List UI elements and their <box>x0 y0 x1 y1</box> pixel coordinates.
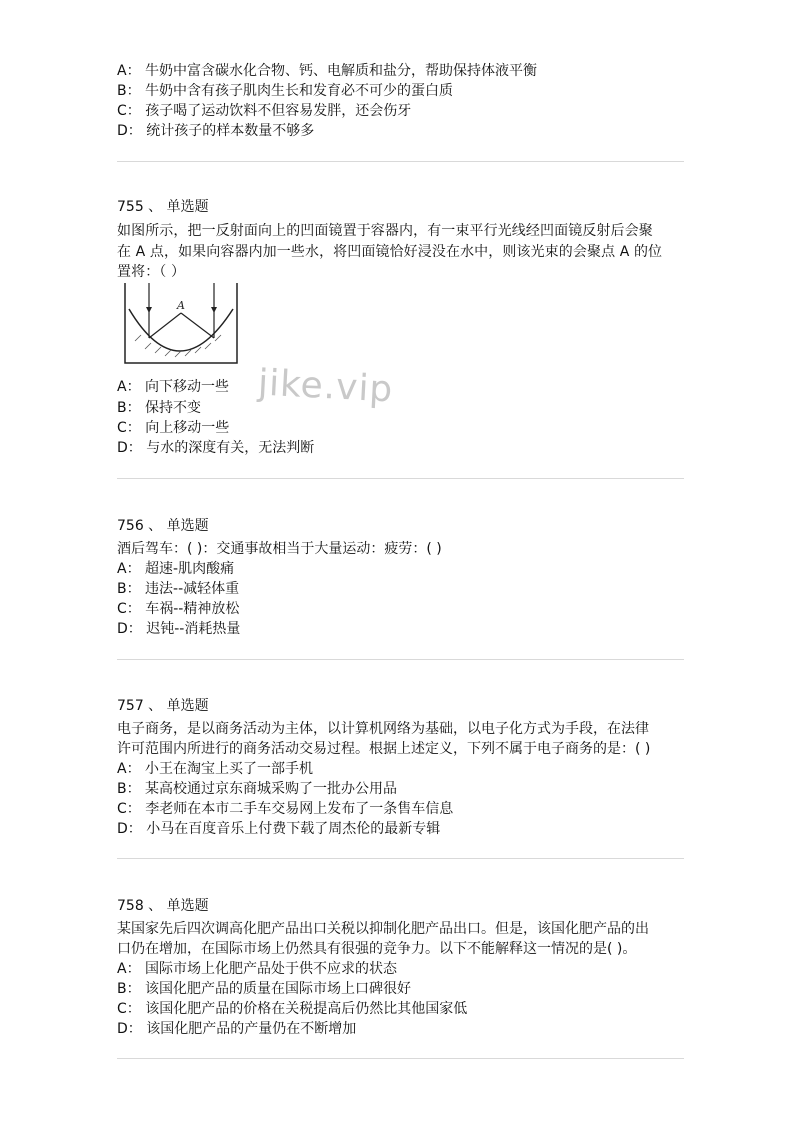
q755-stem-line: 在 A 点，如果向容器内加一些水，将凹面镜恰好浸没在水中，则该光束的会聚点 A 的位 <box>117 244 663 260</box>
q755-option-a: A： 向下移动一些 <box>117 379 230 395</box>
q756-header: 756 、 单选题 <box>117 518 209 534</box>
separator <box>117 1058 684 1059</box>
q758-option-c: C： 该国化肥产品的价格在关税提高后仍然比其他国家低 <box>117 1001 468 1017</box>
q757-stem-line: 电子商务，是以商务活动为主体，以计算机网络为基础，以电子化方式为手段，在法律 <box>117 721 649 737</box>
separator <box>117 659 684 660</box>
q758-option-b: B： 该国化肥产品的质量在国际市场上口碑很好 <box>117 981 412 997</box>
q757-header: 757 、 单选题 <box>117 698 209 714</box>
q755-stem-line: 如图所示，把一反射面向上的凹面镜置于容器内，有一束平行光线经凹面镜反射后会聚 <box>117 223 653 239</box>
q755-stem-line: 置将：（ ） <box>117 264 186 280</box>
separator <box>117 161 684 162</box>
watermark: jike.vip <box>257 362 395 411</box>
q757-option-c: C： 李老师在本市二手车交易网上发布了一条售车信息 <box>117 801 454 817</box>
separator <box>117 858 684 859</box>
focus-point-label: A <box>177 299 185 312</box>
q756-option-b: B： 违法--减轻体重 <box>117 581 240 597</box>
q754-option-a: A： 牛奶中富含碳水化合物、钙、电解质和盐分，帮助保持体液平衡 <box>117 63 538 79</box>
q755-option-d: D： 与水的深度有关，无法判断 <box>117 440 315 456</box>
q754-option-c: C： 孩子喝了运动饮料不但容易发胖，还会伤牙 <box>117 103 412 119</box>
q757-option-d: D： 小马在百度音乐上付费下载了周杰伦的最新专辑 <box>117 821 441 837</box>
q756-stem-line: 酒后驾车：( )：交通事故相当于大量运动：疲劳：( ) <box>117 541 442 557</box>
concave-mirror-figure <box>119 283 243 369</box>
q758-option-d: D： 该国化肥产品的产量仍在不断增加 <box>117 1021 357 1037</box>
q757-option-a: A： 小王在淘宝上买了一部手机 <box>117 761 314 777</box>
q755-option-b: B： 保持不变 <box>117 400 202 416</box>
q755-header: 755 、 单选题 <box>117 199 209 215</box>
q756-option-c: C： 车祸--精神放松 <box>117 601 240 617</box>
q757-stem-line: 许可范围内所进行的商务活动交易过程。根据上述定义，下列不属于电子商务的是：( ) <box>117 741 651 757</box>
q754-option-d: D： 统计孩子的样本数量不够多 <box>117 123 315 139</box>
separator <box>117 478 684 479</box>
q758-option-a: A： 国际市场上化肥产品处于供不应求的状态 <box>117 961 398 977</box>
q758-stem-line: 某国家先后四次调高化肥产品出口关税以抑制化肥产品出口。但是，该国化肥产品的出 <box>117 921 649 937</box>
q755-option-c: C： 向上移动一些 <box>117 420 230 436</box>
q754-option-b: B： 牛奶中含有孩子肌肉生长和发育必不可少的蛋白质 <box>117 83 454 99</box>
q758-header: 758 、 单选题 <box>117 898 209 914</box>
q756-option-d: D： 迟钝--消耗热量 <box>117 621 241 637</box>
q756-option-a: A： 超速-肌肉酸痛 <box>117 561 235 577</box>
q758-stem-line: 口仍在增加，在国际市场上仍然具有很强的竞争力。以下不能解释这一情况的是( )。 <box>117 941 637 957</box>
q757-option-b: B： 某高校通过京东商城采购了一批办公用品 <box>117 781 398 797</box>
